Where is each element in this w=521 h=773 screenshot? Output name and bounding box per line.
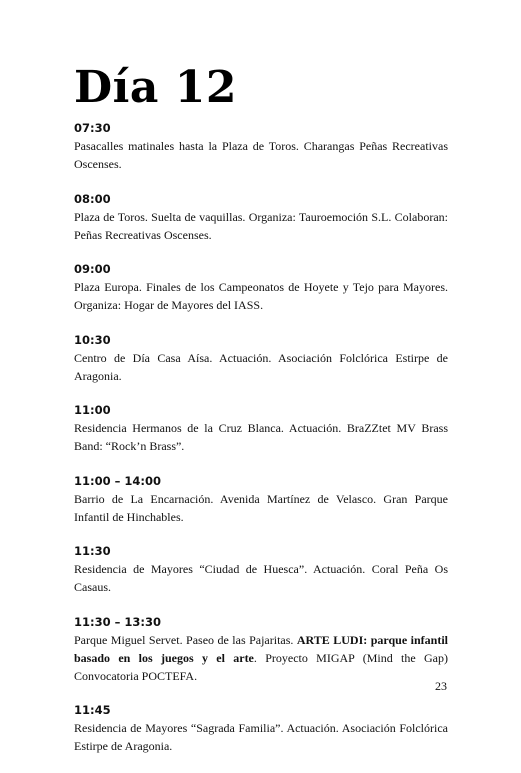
event-description: Residencia de Mayores “Ciudad de Huesca”. Actuación. Coral Peña Os Casaus.: [74, 562, 448, 594]
page-title: Día 12: [74, 62, 237, 113]
event-time: 11:00 – 14:00: [74, 473, 161, 488]
event-description: [74, 631, 448, 685]
page-number: 23: [435, 679, 447, 693]
event-highlight-text: ARTE LUDI: parque infantil basado en los juegos y el arte: [74, 632, 448, 665]
event-description: Barrio de La Encarnación. Avenida Martínez de Velasco. Gran Parque Infantil de Hinchables.: [74, 491, 448, 524]
event-item: [74, 543, 448, 596]
event-item: [74, 191, 448, 244]
event-time: 07:30: [74, 121, 111, 135]
event-description: Pasacalles matinales hasta la Plaza de Toros. Charangas Peñas Recreativas Oscenses.: [74, 139, 448, 171]
event-item: [74, 120, 448, 173]
event-item: [74, 473, 448, 526]
event-description: Centro de Día Casa Aísa. Actuación. Asociación Folclórica Estirpe de Aragonia.: [74, 350, 448, 383]
event-time: 11:45: [74, 703, 111, 717]
event-description: Residencia de Mayores “Sagrada Familia”. Actuación. Asociación Folclórica Estirpe de Aragonia.: [74, 721, 448, 753]
event-description-text: Parque Miguel Servet. Paseo de las Pajaritas.: [74, 632, 297, 647]
event-time: 10:30: [74, 332, 111, 347]
event-item: [74, 261, 448, 314]
event-description: Plaza de Toros. Suelta de vaquillas. Organiza: Tauroemoción S.L. Colaboran: Peñas Recreativas Oscenses.: [74, 209, 448, 242]
event-time: 11:00: [74, 403, 111, 417]
event-item: [74, 332, 448, 385]
event-description: Plaza Europa. Finales de los Campeonatos de Hoyete y Tejo para Mayores. Organiza: Hogar de Mayores del IASS.: [74, 280, 448, 312]
event-list: [74, 120, 448, 773]
event-description-text: . Proyecto MIGAP (Mind the Gap) Convocatoria POCTEFA.: [74, 650, 448, 683]
event-time: 08:00: [74, 191, 111, 206]
event-description: Residencia Hermanos de la Cruz Blanca. Actuación. BraZZtet MV Brass Band: “Rock’n Brass”.: [74, 421, 448, 453]
event-item: [74, 702, 448, 755]
event-time: 11:30: [74, 544, 111, 558]
event-time: 09:00: [74, 262, 111, 276]
event-time: 11:30 – 13:30: [74, 614, 161, 629]
event-item: [74, 402, 448, 455]
event-item: [74, 614, 448, 685]
